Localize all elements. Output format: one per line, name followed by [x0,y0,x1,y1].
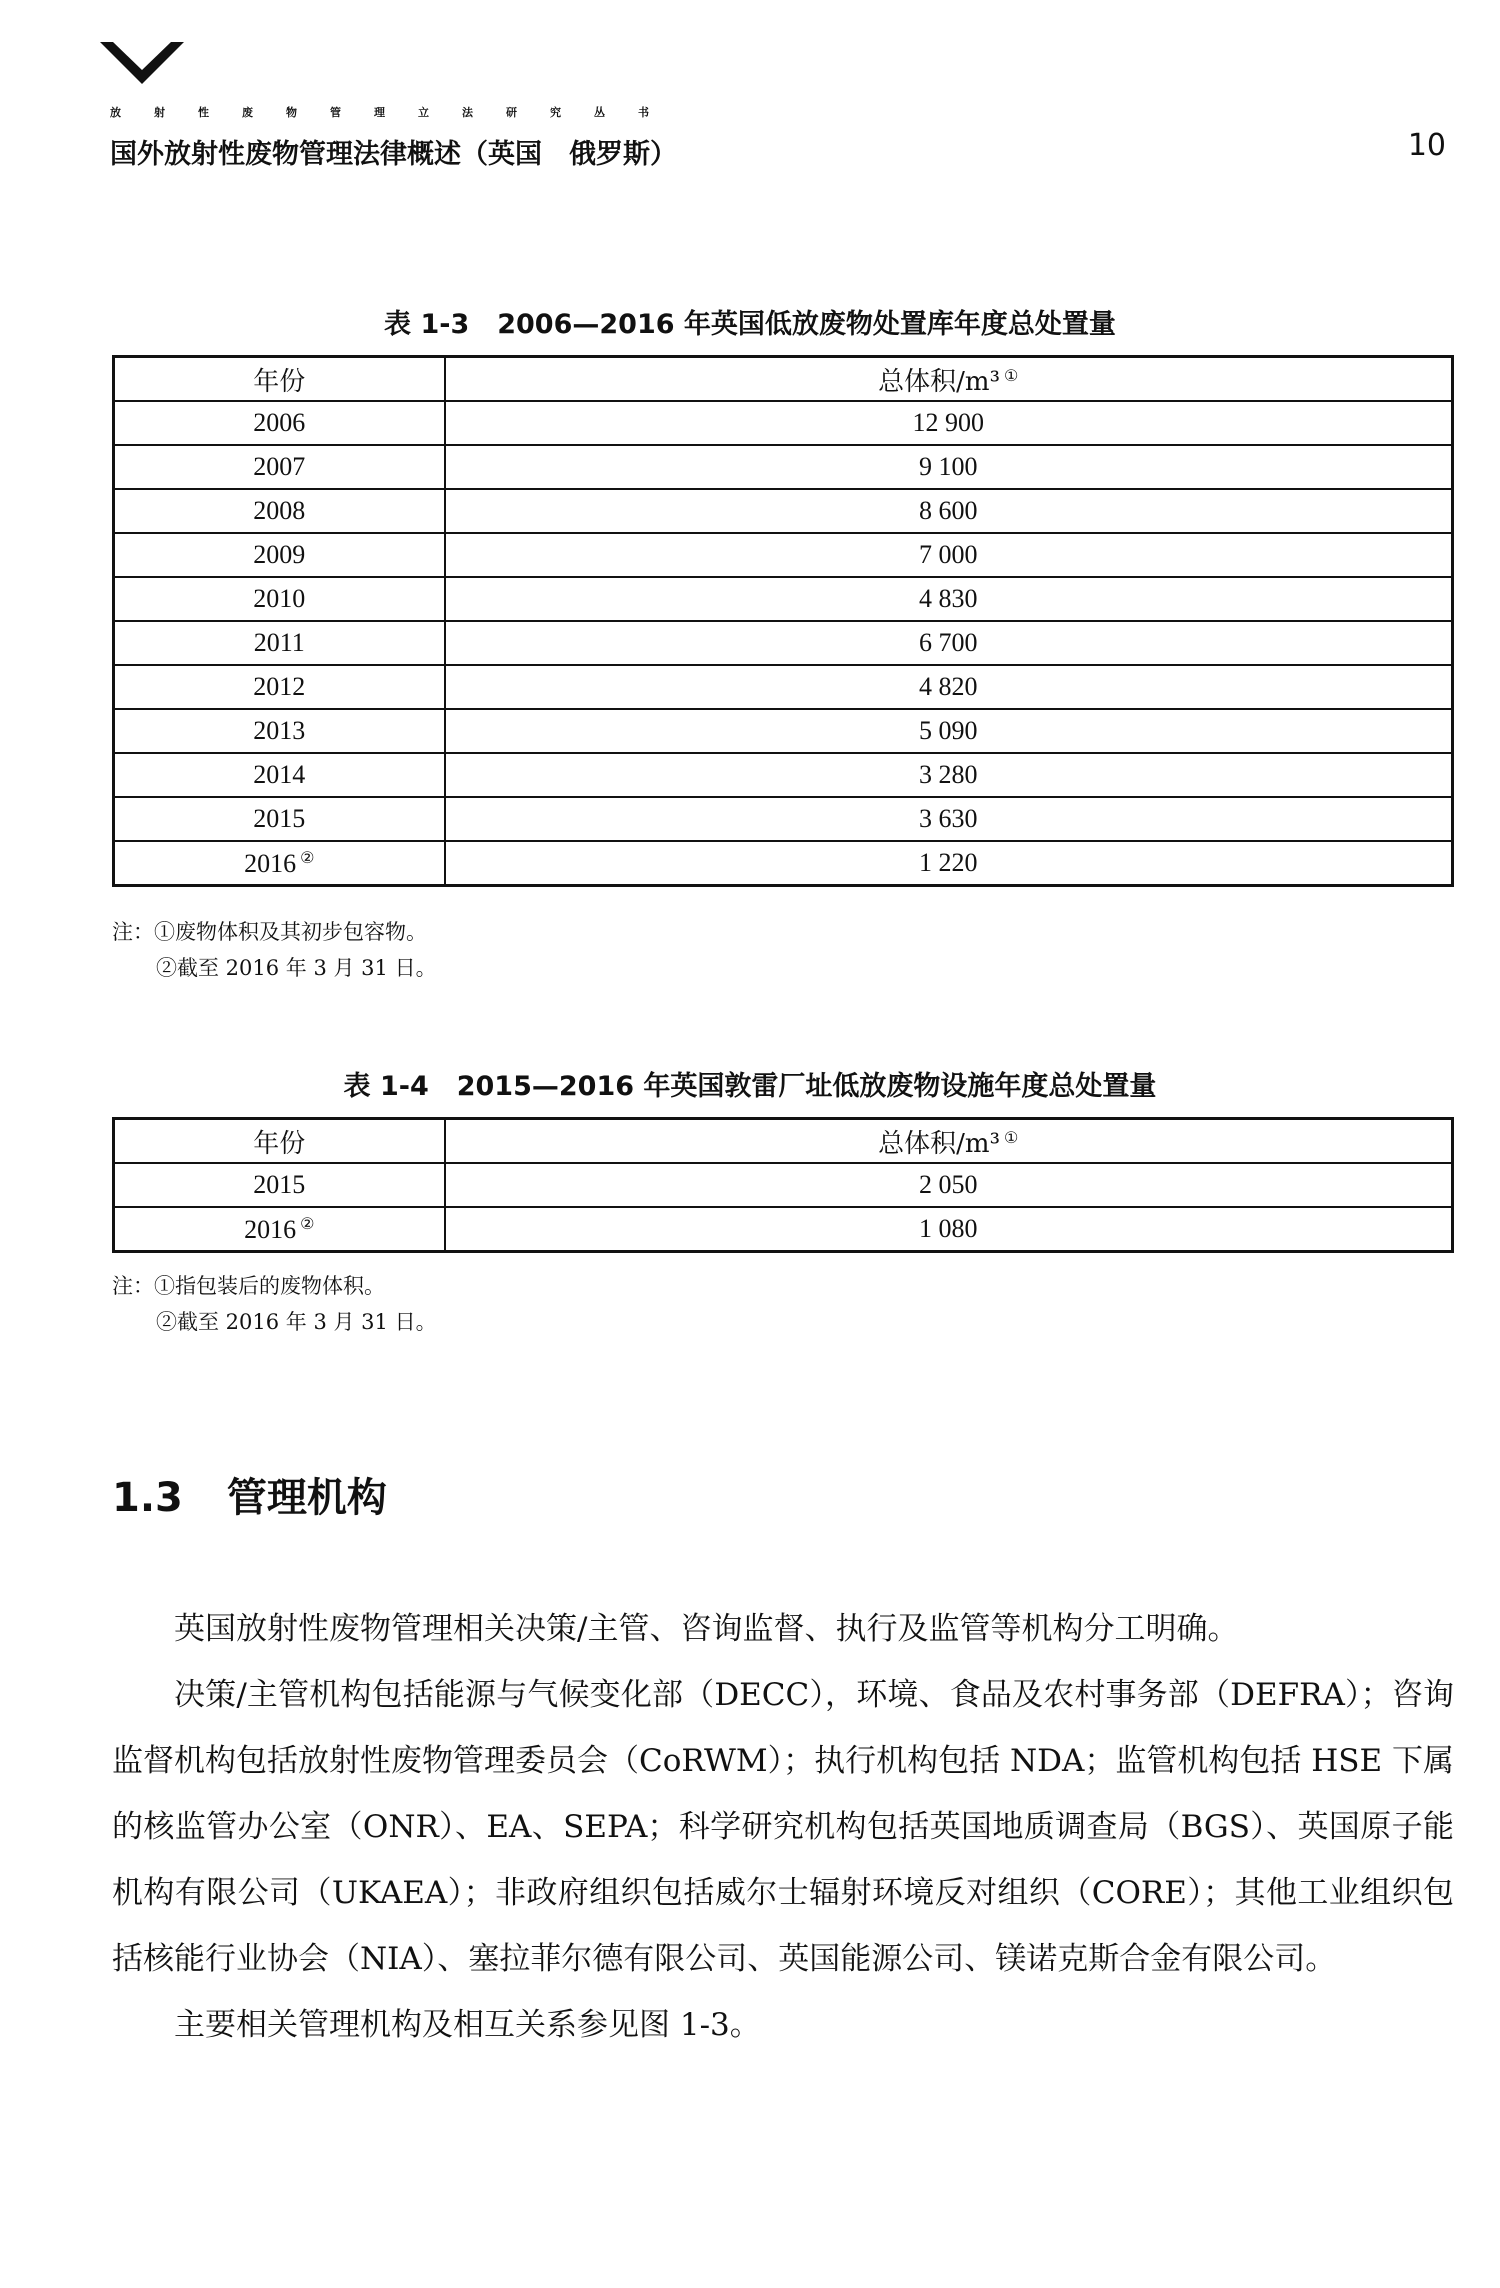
volume-cell: 12 900 [445,401,1453,445]
table-header-row [114,357,1453,402]
table-header-row [114,1119,1453,1164]
volume-cell: 1 080 [445,1207,1453,1252]
series-char: 性 [198,106,209,119]
series-char: 管 [330,106,341,119]
table-row [114,665,1453,709]
table-note: 注：①指包装后的废物体积。 [112,1274,385,1298]
table-note: ②截至 2016 年 3 月 31 日。 [156,1310,437,1334]
table-body [114,401,1453,886]
volume-cell: 2 050 [445,1163,1453,1207]
book-title: 国外放射性废物管理法律概述（英国 俄罗斯） [110,139,677,170]
table-note: 注：①废物体积及其初步包容物。 [112,920,427,944]
volume-cell: 4 820 [445,665,1453,709]
paragraph: 决策/主管机构包括能源与气候变化部（DECC），环境、食品及农村事务部（DEFRA）；咨询监督机构包括放射性废物管理委员会（CoRWM）；执行机构包括 NDA；监管机构包括 HSE 下属的核监管办公室（ONR）、EA、SEPA；科学研究机构包括英国地质调查局（BGS）、英国原子能机构有限公司（UKAEA）；非政府组织包括威尔士辐射环境反对组织（CORE）；其他工业组织包括核能行业协会（NIA）、塞拉菲尔德有限公司、英国能源公司、镁诺克斯合金有限公司。 [112,1677,1454,1977]
series-char: 法 [462,106,473,119]
series-char: 书 [638,106,649,119]
year-cell: 2016 ② [114,1207,445,1252]
table-row [114,1163,1453,1207]
footnote-marker: ② [300,849,315,867]
column-header-year: 年份 [114,1119,445,1164]
footnote-marker: ① [1004,1127,1019,1147]
table-note: ②截至 2016 年 3 月 31 日。 [156,956,437,980]
volume-cell: 8 600 [445,489,1453,533]
volume-cell: 1 220 [445,841,1453,886]
table-row [114,533,1453,577]
column-header-volume: 总体积/m³ ① [445,357,1453,402]
table-caption-number: 表 1-4 [343,1071,429,1102]
paragraph: 英国放射性废物管理相关决策/主管、咨询监督、执行及监管等机构分工明确。 [174,1611,1239,1647]
column-header-volume: 总体积/m³ ① [445,1119,1453,1164]
publisher-logo-icon [100,42,184,84]
volume-cell: 6 700 [445,621,1453,665]
volume-cell: 5 090 [445,709,1453,753]
year-cell: 2013 [114,709,445,753]
series-char: 放 [110,106,121,119]
column-header-year: 年份 [114,357,445,402]
table-row [114,709,1453,753]
footnote-marker: ② [300,1215,315,1233]
paragraph: 主要相关管理机构及相互关系参见图 1-3。 [174,2007,761,2043]
table-row [114,753,1453,797]
series-char: 丛 [594,106,605,119]
year-cell: 2010 [114,577,445,621]
table-row [114,577,1453,621]
table-1-3-notes [112,914,437,986]
table-1-4 [112,1117,1454,1253]
page-number: 10 [1407,128,1446,163]
year-cell: 2016 ② [114,841,445,886]
year-cell: 2014 [114,753,445,797]
table-row [114,445,1453,489]
table-row [114,797,1453,841]
table-caption-title: 2006—2016 年英国低放废物处置库年度总处置量 [497,309,1116,340]
year-cell: 2008 [114,489,445,533]
footnote-marker: ① [1004,365,1019,385]
year-cell: 2011 [114,621,445,665]
section-number: 1.3 [112,1475,183,1521]
series-char: 研 [506,106,517,119]
section-heading [112,1466,387,1523]
table-caption-title: 2015—2016 年英国敦雷厂址低放废物设施年度总处置量 [456,1071,1157,1102]
volume-cell: 9 100 [445,445,1453,489]
table-row [114,841,1453,886]
table-row [114,489,1453,533]
table-1-4-caption [0,1064,1500,1103]
volume-cell: 7 000 [445,533,1453,577]
volume-cell: 3 280 [445,753,1453,797]
year-cell: 2009 [114,533,445,577]
section-title: 管理机构 [226,1475,387,1521]
series-name [110,104,682,120]
series-char: 物 [286,106,297,119]
table-1-4-notes [112,1268,437,1340]
table-row [114,621,1453,665]
year-cell: 2015 [114,797,445,841]
table-1-3 [112,355,1454,887]
table-caption-number: 表 1-3 [384,309,470,340]
volume-cell: 3 630 [445,797,1453,841]
table-row [114,401,1453,445]
series-char: 立 [418,106,429,119]
series-char: 究 [550,106,561,119]
year-cell: 2007 [114,445,445,489]
table-1-3-caption [0,302,1500,341]
series-char: 理 [374,106,385,119]
table-row [114,1207,1453,1252]
volume-cell: 4 830 [445,577,1453,621]
table-body [114,1163,1453,1252]
section-body [112,1596,1454,2058]
series-char: 废 [242,106,253,119]
series-char: 射 [154,106,165,119]
year-cell: 2015 [114,1163,445,1207]
year-cell: 2006 [114,401,445,445]
year-cell: 2012 [114,665,445,709]
